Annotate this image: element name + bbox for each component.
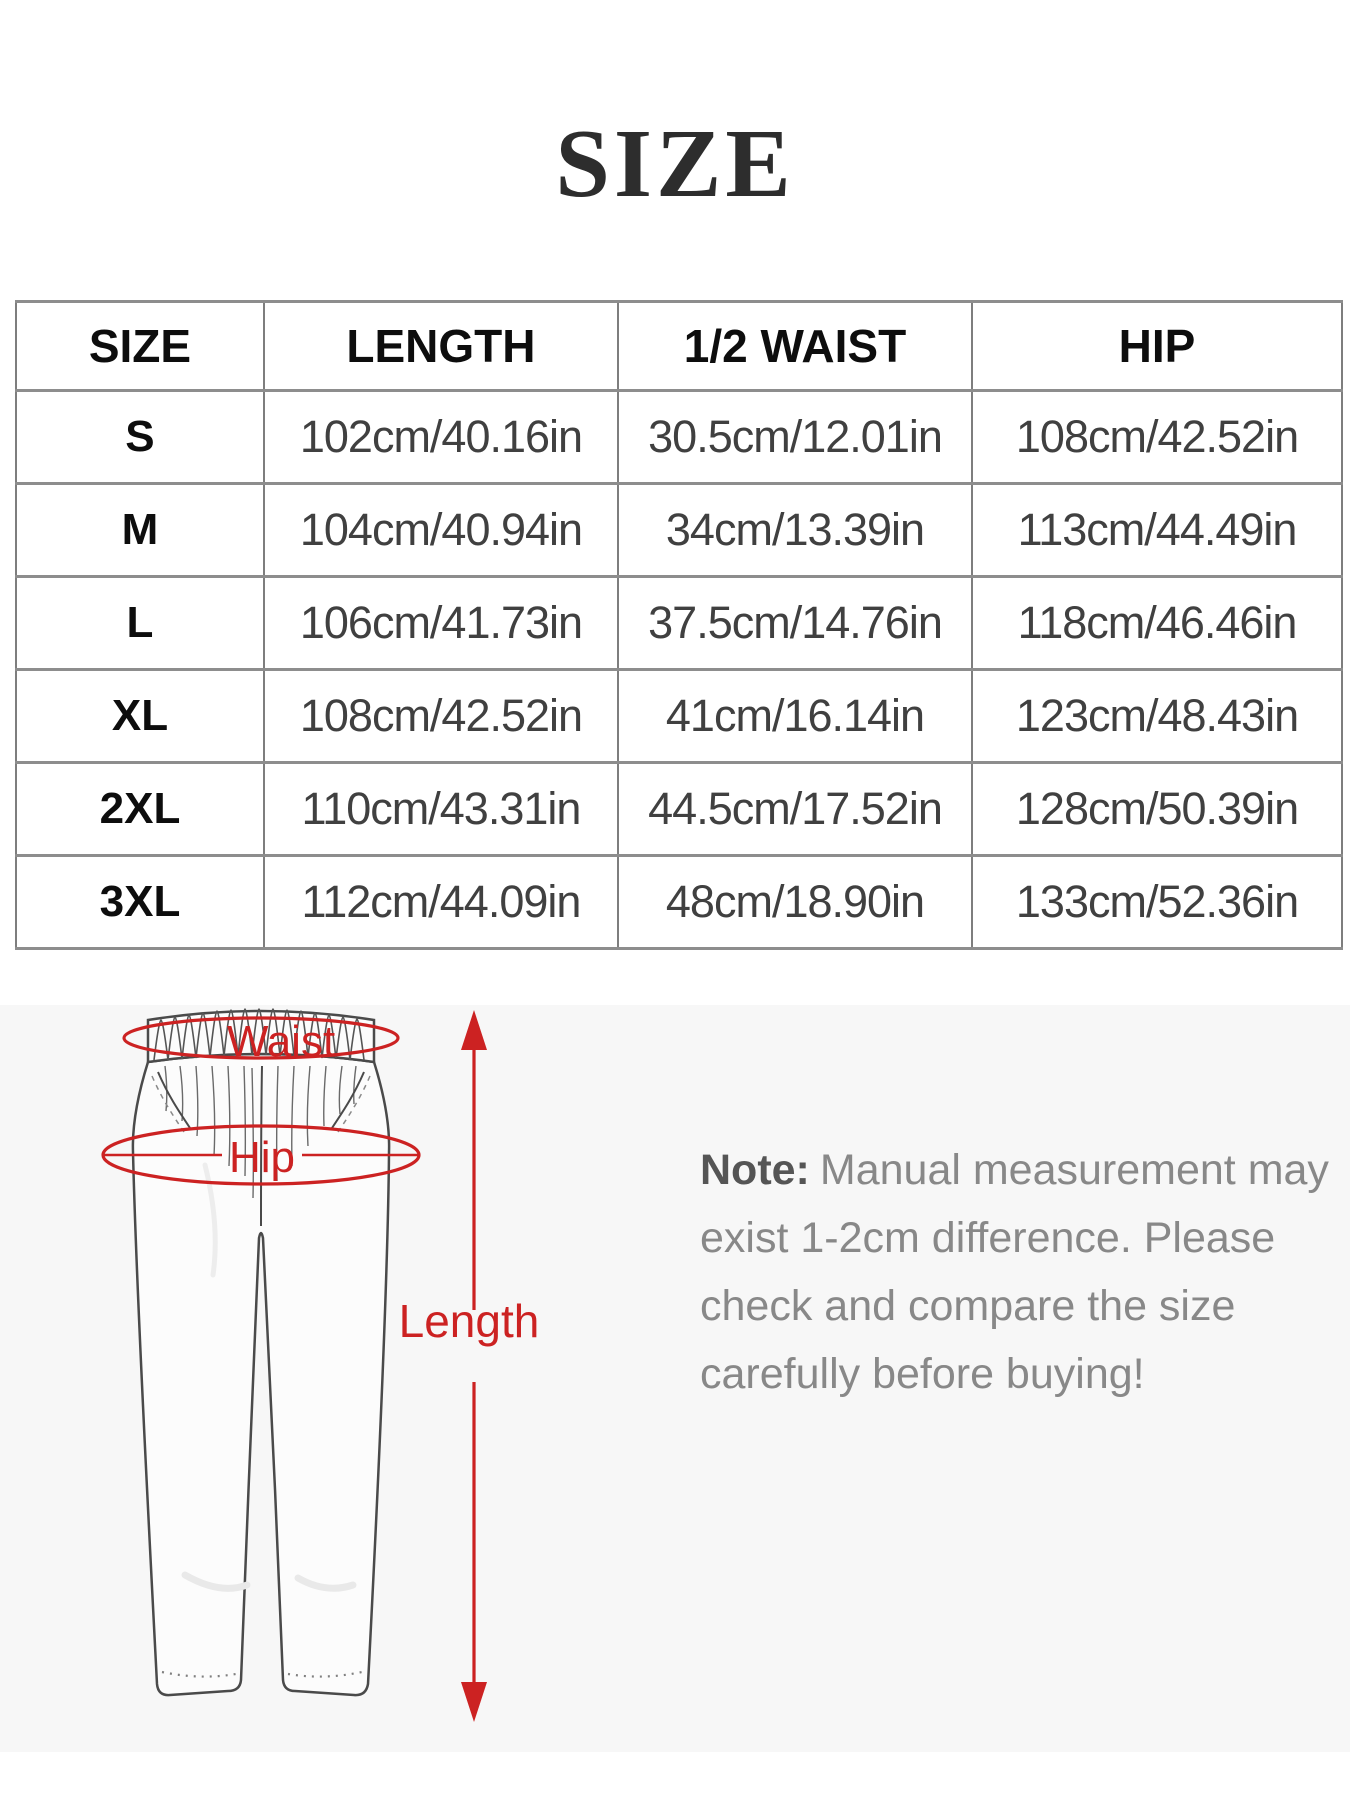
size-chart-table bbox=[15, 300, 1343, 950]
header-cell-size: SIZE bbox=[16, 302, 264, 391]
hip-cell: 123cm/48.43in bbox=[972, 670, 1342, 763]
note-text bbox=[700, 1136, 1340, 1408]
hip-cell: 108cm/42.52in bbox=[972, 391, 1342, 484]
length-arrow-top-head bbox=[461, 1010, 487, 1050]
length-cell: 110cm/43.31in bbox=[264, 763, 618, 856]
length-cell: 104cm/40.94in bbox=[264, 484, 618, 577]
half-waist-cell: 37.5cm/14.76in bbox=[618, 577, 972, 670]
note-line: carefully before buying! bbox=[700, 1350, 1145, 1398]
length-arrow-bottom-head bbox=[461, 1682, 487, 1722]
hip-cell: 128cm/50.39in bbox=[972, 763, 1342, 856]
note-line bbox=[700, 1136, 1340, 1204]
size-cell: L bbox=[16, 577, 264, 670]
hip-cell: 113cm/44.49in bbox=[972, 484, 1342, 577]
length-label: Length bbox=[398, 1295, 540, 1347]
length-cell: 112cm/44.09in bbox=[264, 856, 618, 949]
header-cell-half-waist: 1/2 WAIST bbox=[618, 302, 972, 391]
note-line: exist 1-2cm difference. Please bbox=[700, 1214, 1276, 1262]
hip-label: Hip bbox=[228, 1133, 296, 1182]
header-cell-length: LENGTH bbox=[264, 302, 618, 391]
length-cell: 108cm/42.52in bbox=[264, 670, 618, 763]
note-label: Note: bbox=[700, 1146, 810, 1194]
hip-cell: 133cm/52.36in bbox=[972, 856, 1342, 949]
size-cell: S bbox=[16, 391, 264, 484]
size-cell: 3XL bbox=[16, 856, 264, 949]
size-cell: XL bbox=[16, 670, 264, 763]
header-cell-hip: HIP bbox=[972, 302, 1342, 391]
half-waist-cell: 30.5cm/12.01in bbox=[618, 391, 972, 484]
size-cell: 2XL bbox=[16, 763, 264, 856]
table-row bbox=[16, 856, 1342, 949]
note-line-text: Manual measurement may bbox=[819, 1146, 1329, 1194]
table-row bbox=[16, 484, 1342, 577]
half-waist-cell: 41cm/16.14in bbox=[618, 670, 972, 763]
note-line: check and compare the size bbox=[700, 1282, 1236, 1330]
table-row bbox=[16, 391, 1342, 484]
table-row bbox=[16, 670, 1342, 763]
table-row bbox=[16, 763, 1342, 856]
length-cell: 106cm/41.73in bbox=[264, 577, 618, 670]
half-waist-cell: 34cm/13.39in bbox=[618, 484, 972, 577]
half-waist-cell: 44.5cm/17.52in bbox=[618, 763, 972, 856]
table-row bbox=[16, 577, 1342, 670]
table-header-row bbox=[16, 302, 1342, 391]
hip-cell: 118cm/46.46in bbox=[972, 577, 1342, 670]
page-title: SIZE bbox=[555, 110, 795, 218]
size-cell: M bbox=[16, 484, 264, 577]
half-waist-cell: 48cm/18.90in bbox=[618, 856, 972, 949]
length-cell: 102cm/40.16in bbox=[264, 391, 618, 484]
waist-label: Waist bbox=[226, 1017, 336, 1066]
pants-measurement-diagram bbox=[0, 980, 600, 1770]
